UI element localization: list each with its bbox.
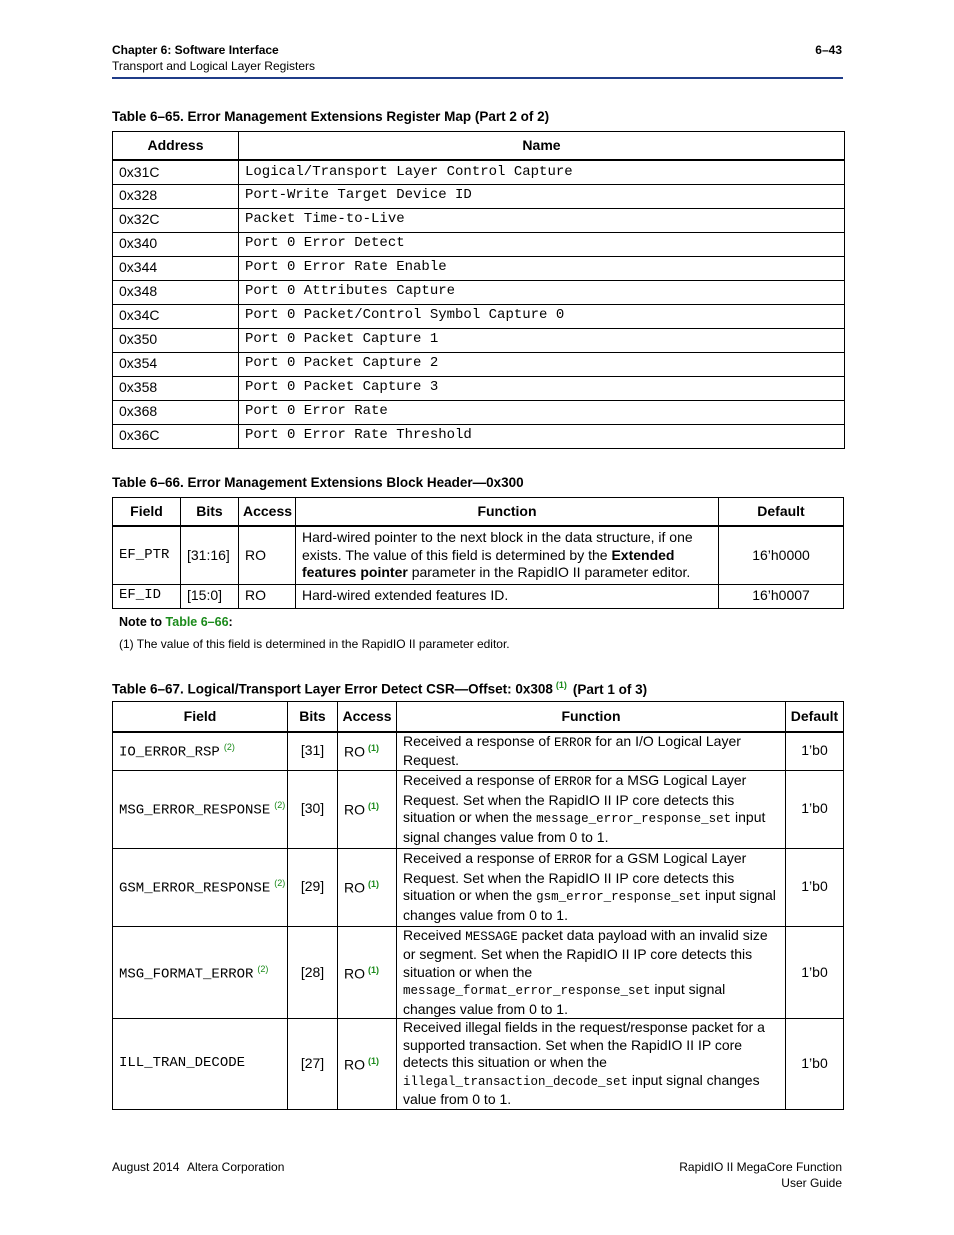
address-cell: 0x328	[113, 184, 239, 208]
header-rule	[112, 77, 843, 79]
table-65	[112, 131, 845, 449]
table-row	[113, 232, 845, 256]
footer-product: RapidIO II MegaCore Function	[679, 1160, 842, 1174]
field-cell: IO_ERROR_RSP $^{(2)}$	[113, 732, 288, 771]
section-subtitle: Transport and Logical Layer Registers	[112, 59, 315, 73]
function-cell: Hard-wired pointer to the next block in the data structure, if one exists. The value of this field is determined by the Extended features pointer parameter in the RapidIO II parameter editor.	[296, 526, 719, 584]
register-name-cell: Port 0 Attributes Capture	[239, 280, 845, 304]
footnote-ref[interactable]: (2)	[274, 878, 286, 889]
function-cell: Received a response of ERROR for a MSG Logical Layer Request. Set when the RapidIO II IP core detects this situation or when the message_error_response_set input signal changes value from 0 to 1.	[397, 770, 786, 848]
address-cell: 0x368	[113, 400, 239, 424]
access-cell: RO $^{(1)}$	[338, 1019, 397, 1110]
bits-cell: [28]	[288, 926, 338, 1019]
footer-doc-type: User Guide	[781, 1176, 842, 1190]
address-cell: 0x344	[113, 256, 239, 280]
column-header: Function	[397, 702, 786, 732]
access-cell: RO $^{(1)}$	[338, 770, 397, 848]
table-67-caption: Table 6–67. Logical/Transport Layer Error Detect CSR—Offset: 0x308 $^{(1)}$ (Part 1 of 3)	[112, 680, 648, 697]
table-row	[113, 926, 844, 1019]
table-row	[113, 328, 845, 352]
table-row	[113, 584, 844, 608]
field-cell: MSG_FORMAT_ERROR $^{(2)}$	[113, 926, 288, 1019]
footnote-ref[interactable]: (1)	[368, 879, 379, 890]
address-cell: 0x32C	[113, 208, 239, 232]
table-row	[113, 280, 845, 304]
function-cell: Received illegal fields in the request/response packet for a supported transaction. Set when the RapidIO II IP core detects this situation or when the illegal_transaction_decode_set input signal changes value from 0 to 1.	[397, 1019, 786, 1110]
table-row	[113, 526, 844, 584]
register-name-cell: Logical/Transport Layer Control Capture	[239, 160, 845, 184]
access-cell: RO	[239, 584, 296, 608]
table-header-row	[113, 498, 844, 527]
address-cell: 0x348	[113, 280, 239, 304]
column-header: Address	[113, 132, 239, 161]
address-cell: 0x340	[113, 232, 239, 256]
access-cell: RO $^{(1)}$	[338, 926, 397, 1019]
bits-cell: [27]	[288, 1019, 338, 1110]
field-cell: EF_PTR	[113, 526, 181, 584]
bits-cell: [15:0]	[181, 584, 239, 608]
register-name-cell: Port 0 Packet Capture 1	[239, 328, 845, 352]
access-cell: RO	[239, 526, 296, 584]
register-name-cell: Packet Time-to-Live	[239, 208, 845, 232]
column-header: Bits	[288, 702, 338, 732]
register-name-cell: Port 0 Packet Capture 2	[239, 352, 845, 376]
register-name-cell: Port 0 Error Rate Threshold	[239, 424, 845, 448]
table-row	[113, 208, 845, 232]
bits-cell: [30]	[288, 770, 338, 848]
footnote-ref[interactable]: (1)	[368, 801, 379, 812]
function-cell: Received a response of ERROR for an I/O Logical Layer Request.	[397, 732, 786, 771]
footnote-ref[interactable]: (2)	[257, 963, 269, 974]
column-header: Function	[296, 498, 719, 527]
default-cell: 1’b0	[786, 732, 844, 771]
column-header: Default	[719, 498, 844, 527]
table-row	[113, 1019, 844, 1110]
address-cell: 0x36C	[113, 424, 239, 448]
column-header: Field	[113, 498, 181, 527]
table-65-caption: Table 6–65. Error Management Extensions Register Map (Part 2 of 2)	[112, 109, 550, 124]
field-cell: ILL_TRAN_DECODE	[113, 1019, 288, 1110]
table-row	[113, 160, 845, 184]
table-row	[113, 732, 844, 771]
function-cell: Received MESSAGE packet data payload with an invalid size or segment. Set when the RapidIO II IP core detects this situation or when the message_format_error_response_set input signal changes value from 0 to 1.	[397, 926, 786, 1019]
note-heading: Note to Table 6–66:	[119, 615, 233, 629]
default-cell: 16’h0007	[719, 584, 844, 608]
column-header: Bits	[181, 498, 239, 527]
footnote-ref[interactable]: (1)	[368, 964, 379, 975]
default-cell: 1’b0	[786, 1019, 844, 1110]
table-row	[113, 376, 845, 400]
function-cell: Received a response of ERROR for a GSM Logical Layer Request. Set when the RapidIO II IP core detects this situation or when the gsm_error_response_set input signal changes value from 0 to 1.	[397, 848, 786, 926]
table-67	[112, 701, 844, 1110]
bits-cell: [29]	[288, 848, 338, 926]
table-row	[113, 304, 845, 328]
register-name-cell: Port 0 Packet Capture 3	[239, 376, 845, 400]
table-row	[113, 770, 844, 848]
register-name-cell: Port 0 Error Detect	[239, 232, 845, 256]
column-header: Name	[239, 132, 845, 161]
column-header: Field	[113, 702, 288, 732]
default-cell: 16’h0000	[719, 526, 844, 584]
footnote-ref[interactable]: (1)	[368, 743, 379, 754]
table-header-row	[113, 132, 845, 161]
table-row	[113, 184, 845, 208]
table-66-caption: Table 6–66. Error Management Extensions Block Header—0x300	[112, 475, 524, 490]
bits-cell: [31:16]	[181, 526, 239, 584]
table-66	[112, 497, 844, 609]
function-cell: Hard-wired extended features ID.	[296, 584, 719, 608]
table-header-row	[113, 702, 844, 732]
bits-cell: [31]	[288, 732, 338, 771]
address-cell: 0x31C	[113, 160, 239, 184]
register-name-cell: Port 0 Packet/Control Symbol Capture 0	[239, 304, 845, 328]
note-text: (1) The value of this field is determined in the RapidIO II parameter editor.	[119, 637, 510, 651]
table-row	[113, 848, 844, 926]
column-header: Default	[786, 702, 844, 732]
access-cell: RO $^{(1)}$	[338, 848, 397, 926]
parameter-name: Extended features pointer	[302, 546, 675, 580]
column-header: Access	[338, 702, 397, 732]
address-cell: 0x34C	[113, 304, 239, 328]
footnote-ref[interactable]: (1)	[368, 1056, 379, 1067]
page-number: 6–43	[815, 43, 842, 57]
field-cell: EF_ID	[113, 584, 181, 608]
table-row	[113, 352, 845, 376]
table-row	[113, 256, 845, 280]
footnote-ref[interactable]: (1)	[555, 680, 567, 690]
footer-company: Altera Corporation	[187, 1160, 285, 1174]
register-name-cell: Port-Write Target Device ID	[239, 184, 845, 208]
footer-date: August 2014	[112, 1160, 180, 1174]
default-cell: 1’b0	[786, 848, 844, 926]
chapter-title: Chapter 6: Software Interface	[112, 43, 279, 57]
register-name-cell: Port 0 Error Rate	[239, 400, 845, 424]
field-cell: GSM_ERROR_RESPONSE $^{(2)}$	[113, 848, 288, 926]
default-cell: 1’b0	[786, 926, 844, 1019]
table-66-link[interactable]: Table 6–66	[165, 615, 229, 629]
address-cell: 0x354	[113, 352, 239, 376]
footnote-ref[interactable]: (2)	[223, 742, 235, 753]
access-cell: RO $^{(1)}$	[338, 732, 397, 771]
register-name-cell: Port 0 Error Rate Enable	[239, 256, 845, 280]
table-row	[113, 424, 845, 448]
column-header: Access	[239, 498, 296, 527]
address-cell: 0x350	[113, 328, 239, 352]
address-cell: 0x358	[113, 376, 239, 400]
footnote-ref[interactable]: (2)	[274, 800, 286, 811]
field-cell: MSG_ERROR_RESPONSE $^{(2)}$	[113, 770, 288, 848]
default-cell: 1’b0	[786, 770, 844, 848]
table-row	[113, 400, 845, 424]
